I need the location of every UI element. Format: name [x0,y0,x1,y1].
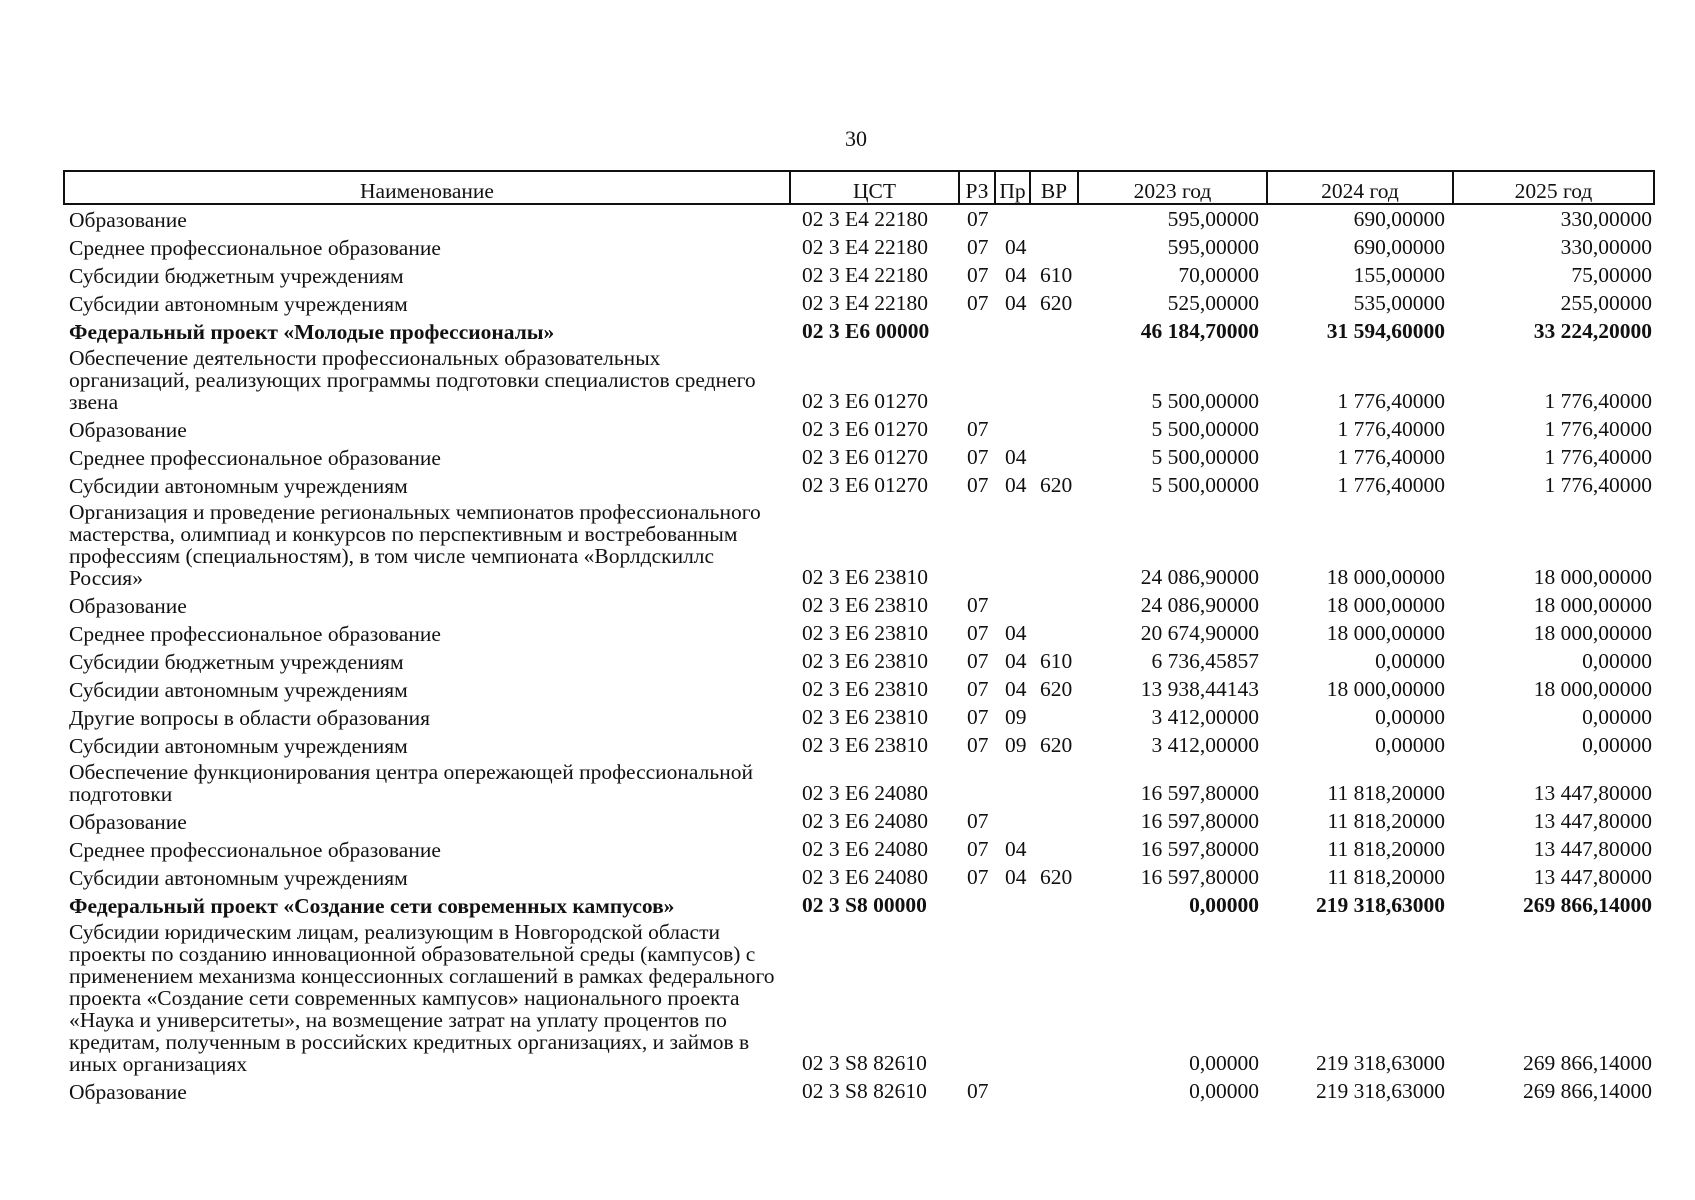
table-row [64,647,1654,675]
row-2023: 6 736,45857 [1151,649,1259,673]
row-2024: 11 818,20000 [1327,809,1445,833]
row-name: Образование [69,418,187,442]
row-cst: 02 3 E6 01270 [802,417,929,441]
row-cst: 02 3 E6 23810 [802,705,929,729]
table-row [64,204,1654,233]
row-name: Федеральный проект «Создание сети современных кампусов» [69,894,675,918]
row-rz: 07 [967,677,989,701]
table-row [64,345,1654,415]
row-2025: 1 776,40000 [1544,473,1652,497]
row-rz: 07 [967,733,989,757]
row-vr [1030,499,1078,591]
row-2025: 13 447,80000 [1533,781,1652,805]
row-name: Федеральный проект «Молодые профессионалы» [69,320,555,344]
row-vr: 610 [1040,263,1073,287]
row-2024: 11 818,20000 [1327,837,1445,861]
row-2025: 330,00000 [1560,235,1652,259]
row-name: Среднее профессиональное образование [69,622,441,646]
row-rz: 07 [967,445,989,469]
row-2023: 20 674,90000 [1140,621,1259,645]
row-pr [995,317,1030,345]
row-2025: 330,00000 [1560,207,1652,231]
row-2023: 0,00000 [1189,893,1259,917]
row-name: Образование [69,208,187,232]
row-cst: 02 3 E4 22180 [802,235,929,259]
row-2023: 0,00000 [1189,1051,1259,1075]
row-2025: 1 776,40000 [1544,445,1652,469]
row-pr: 04 [1005,291,1027,315]
row-name: Организация и проведение региональных чемпионатов профессионального мастерства, олимпиад и конкурсов по перспективным и востребованным профессиям (специальностям), в том числе чемпионата «Ворлдскиллс Россия» [69,500,761,590]
row-pr [995,919,1030,1077]
row-2024: 0,00000 [1375,733,1445,757]
row-2023: 16 597,80000 [1140,809,1259,833]
row-vr: 620 [1040,291,1073,315]
row-2025: 18 000,00000 [1533,593,1652,617]
row-cst: 02 3 E6 00000 [802,319,930,343]
row-pr [995,415,1030,443]
header-2024: 2024 год [1267,171,1453,204]
row-2023: 595,00000 [1167,207,1259,231]
header-cst: ЦСТ [790,171,959,204]
row-2025: 18 000,00000 [1533,621,1652,645]
row-2025: 1 776,40000 [1544,417,1652,441]
row-2025: 0,00000 [1582,649,1652,673]
row-pr: 09 [1005,705,1027,729]
row-2025: 0,00000 [1582,705,1652,729]
row-name: Субсидии автономным учреждениям [69,474,408,498]
row-rz [959,499,995,591]
row-cst: 02 3 E4 22180 [802,207,929,231]
table-header-row [64,171,1654,204]
header-pr: Пр [995,171,1030,204]
row-rz: 07 [967,417,989,441]
table-row [64,443,1654,471]
row-2025: 18 000,00000 [1533,677,1652,701]
row-2023: 16 597,80000 [1140,837,1259,861]
row-2025: 18 000,00000 [1533,565,1652,589]
row-vr [1030,703,1078,731]
row-vr [1030,1077,1078,1105]
header-name: Наименование [64,171,790,204]
row-vr [1030,891,1078,919]
row-vr [1030,317,1078,345]
row-vr [1030,591,1078,619]
row-rz: 07 [967,235,989,259]
row-name: Среднее профессиональное образование [69,446,441,470]
row-name: Среднее профессиональное образование [69,236,441,260]
row-2023: 595,00000 [1167,235,1259,259]
row-rz: 07 [967,865,989,889]
row-2024: 219 318,63000 [1316,1079,1445,1103]
row-2025: 13 447,80000 [1533,837,1652,861]
row-pr [995,759,1030,807]
row-rz: 07 [967,473,989,497]
row-2024: 18 000,00000 [1326,593,1445,617]
row-2023: 5 500,00000 [1151,473,1259,497]
row-cst: 02 3 E6 23810 [802,733,929,757]
row-pr [995,591,1030,619]
table-row [64,1077,1654,1105]
table-row [64,675,1654,703]
row-pr [995,499,1030,591]
row-2023: 70,00000 [1178,263,1259,287]
table-body [64,204,1654,1105]
row-2023: 24 086,90000 [1140,593,1259,617]
header-rz: РЗ [959,171,995,204]
table-row [64,759,1654,807]
table-row [64,471,1654,499]
row-vr: 620 [1040,865,1073,889]
row-2025: 269 866,14000 [1523,1079,1652,1103]
row-2023: 5 500,00000 [1151,445,1259,469]
table-row [64,619,1654,647]
row-2023: 13 938,44143 [1140,677,1259,701]
row-name: Образование [69,594,187,618]
row-2023: 24 086,90000 [1140,565,1259,589]
row-vr: 610 [1040,649,1073,673]
row-cst: 02 3 E6 24080 [802,781,929,805]
table-row [64,591,1654,619]
table-row [64,731,1654,759]
row-pr [995,891,1030,919]
row-2025: 269 866,14000 [1523,1051,1652,1075]
row-pr: 04 [1005,445,1027,469]
row-pr: 04 [1005,649,1027,673]
row-2024: 18 000,00000 [1326,621,1445,645]
row-vr [1030,619,1078,647]
row-rz: 07 [967,291,989,315]
row-2024: 219 318,63000 [1316,1051,1445,1075]
row-rz: 07 [967,705,989,729]
row-name: Образование [69,1080,187,1104]
row-pr: 04 [1005,677,1027,701]
row-vr: 620 [1040,733,1073,757]
row-2023: 5 500,00000 [1151,417,1259,441]
row-name: Обеспечение функционирования центра опережающей профессиональной подготовки [69,760,753,806]
row-pr: 09 [1005,733,1027,757]
row-pr: 04 [1005,263,1027,287]
row-name: Субсидии бюджетным учреждениям [69,650,404,674]
header-2025: 2025 год [1453,171,1654,204]
table-row [64,233,1654,261]
row-2025: 0,00000 [1582,733,1652,757]
row-2024: 690,00000 [1353,235,1445,259]
row-rz [959,317,995,345]
row-2025: 13 447,80000 [1533,865,1652,889]
row-2025: 75,00000 [1571,263,1652,287]
row-cst: 02 3 S8 82610 [802,1051,927,1075]
row-2025: 255,00000 [1560,291,1652,315]
row-2023: 3 412,00000 [1151,733,1259,757]
row-pr [995,204,1030,233]
row-vr [1030,415,1078,443]
row-2023: 0,00000 [1189,1079,1259,1103]
row-vr [1030,345,1078,415]
row-2025: 1 776,40000 [1544,389,1652,413]
row-2025: 269 866,14000 [1523,893,1652,917]
row-2024: 1 776,40000 [1337,445,1445,469]
row-cst: 02 3 E6 23810 [802,677,929,701]
row-rz: 07 [967,207,989,231]
row-vr [1030,204,1078,233]
row-cst: 02 3 E6 24080 [802,837,929,861]
row-rz: 07 [967,1079,989,1103]
row-cst: 02 3 E6 23810 [802,621,929,645]
row-2023: 46 184,70000 [1140,319,1259,343]
row-rz: 07 [967,621,989,645]
row-2024: 11 818,20000 [1327,781,1445,805]
budget-table-container [63,170,1653,1105]
row-2023: 525,00000 [1167,291,1259,315]
row-2024: 219 318,63000 [1316,893,1445,917]
row-pr: 04 [1005,473,1027,497]
row-2023: 16 597,80000 [1140,781,1259,805]
row-2024: 31 594,60000 [1326,319,1445,343]
row-cst: 02 3 E6 01270 [802,473,929,497]
row-2023: 16 597,80000 [1140,865,1259,889]
row-2024: 18 000,00000 [1326,677,1445,701]
table-row [64,415,1654,443]
row-2024: 0,00000 [1375,649,1445,673]
row-pr [995,345,1030,415]
row-name: Образование [69,810,187,834]
row-cst: 02 3 S8 82610 [802,1079,927,1103]
row-vr [1030,443,1078,471]
row-name: Среднее профессиональное образование [69,838,441,862]
header-vr: ВР [1030,171,1078,204]
row-rz [959,345,995,415]
row-2024: 1 776,40000 [1337,417,1445,441]
table-row [64,703,1654,731]
row-2024: 1 776,40000 [1337,389,1445,413]
row-name: Субсидии автономным учреждениям [69,866,408,890]
row-name: Субсидии автономным учреждениям [69,734,408,758]
row-rz: 07 [967,649,989,673]
header-2023: 2023 год [1078,171,1267,204]
table-row [64,891,1654,919]
row-2024: 535,00000 [1353,291,1445,315]
row-rz: 07 [967,263,989,287]
table-row [64,835,1654,863]
row-2024: 1 776,40000 [1337,473,1445,497]
row-rz [959,759,995,807]
row-cst: 02 3 E6 24080 [802,865,929,889]
row-rz: 07 [967,593,989,617]
row-name: Субсидии автономным учреждениям [69,678,408,702]
row-cst: 02 3 E4 22180 [802,263,929,287]
row-cst: 02 3 S8 00000 [802,893,927,917]
table-row [64,863,1654,891]
row-cst: 02 3 E6 23810 [802,649,929,673]
row-pr: 04 [1005,837,1027,861]
row-2023: 3 412,00000 [1151,705,1259,729]
row-name: Субсидии бюджетным учреждениям [69,264,404,288]
table-row [64,807,1654,835]
table-row [64,499,1654,591]
row-name: Субсидии автономным учреждениям [69,292,408,316]
row-rz [959,891,995,919]
row-cst: 02 3 E6 01270 [802,389,929,413]
table-row [64,317,1654,345]
row-vr [1030,759,1078,807]
page-number: 30 [845,126,867,151]
row-2025: 13 447,80000 [1533,809,1652,833]
row-2024: 18 000,00000 [1326,565,1445,589]
row-cst: 02 3 E6 24080 [802,809,929,833]
row-pr: 04 [1005,621,1027,645]
row-2025: 33 224,20000 [1533,319,1652,343]
budget-table [63,170,1655,1105]
row-2024: 0,00000 [1375,705,1445,729]
row-rz [959,919,995,1077]
row-vr [1030,835,1078,863]
row-vr: 620 [1040,677,1073,701]
row-2024: 11 818,20000 [1327,865,1445,889]
row-rz: 07 [967,809,989,833]
row-vr [1030,807,1078,835]
row-rz: 07 [967,837,989,861]
table-row [64,289,1654,317]
row-pr [995,1077,1030,1105]
row-2024: 155,00000 [1353,263,1445,287]
row-pr: 04 [1005,235,1027,259]
row-cst: 02 3 E6 23810 [802,565,929,589]
row-vr: 620 [1040,473,1073,497]
row-pr [995,807,1030,835]
table-row [64,261,1654,289]
row-name: Субсидии юридическим лицам, реализующим в Новгородской области проекты по созданию инновационной образовательной среды (кампусов) с применением механизма концессионных соглашений в рамках федерального проекта «Создание сети современных кампусов» национального проекта «Наука и университеты», на возмещение затрат на уплату процентов по кредитам, полученным в российских кредитных организациях, и займов в иных организациях [69,920,775,1076]
row-pr: 04 [1005,865,1027,889]
row-name: Другие вопросы в области образования [69,706,430,730]
row-2024: 690,00000 [1353,207,1445,231]
row-cst: 02 3 E6 01270 [802,445,929,469]
row-vr [1030,233,1078,261]
row-vr [1030,919,1078,1077]
row-name: Обеспечение деятельности профессиональных образовательных организаций, реализующих программы подготовки специалистов среднего звена [69,346,756,414]
table-row [64,919,1654,1077]
row-2023: 5 500,00000 [1151,389,1259,413]
row-cst: 02 3 E6 23810 [802,593,929,617]
row-cst: 02 3 E4 22180 [802,291,929,315]
